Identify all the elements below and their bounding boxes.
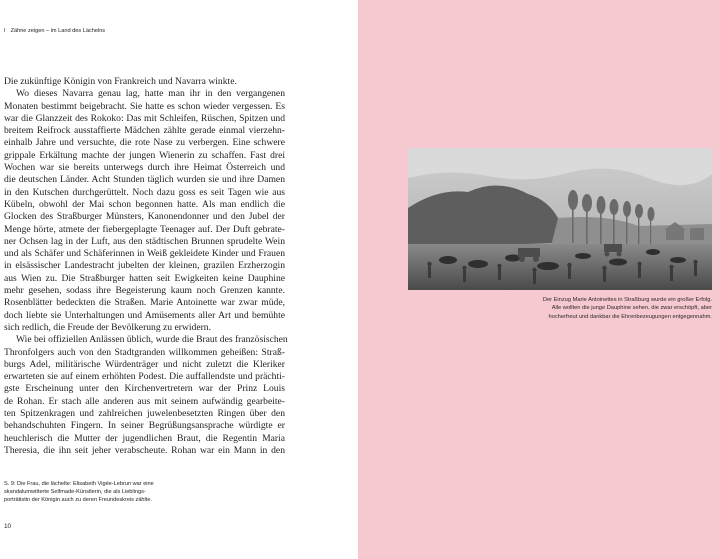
- body-line: doch liebte sie Unterhaltungen und Amüsements aller Art und bemühte: [4, 309, 285, 321]
- body-line: mehr gesehen, sodass ihre Begeisterung kaum noch Grenzen kannte.: [4, 285, 285, 297]
- body-line: ner Ochsen lag in der Luft, aus den städtischen Brunnen sprudelte Wein: [4, 235, 285, 247]
- body-line: erwarteten sie auf einem erhöhten Podest. Die auffallendste und prächti-: [4, 371, 285, 383]
- body-line: aus Wien zu. Die Straßburger hatten seit Ewigkeiten keine Dauphine: [4, 272, 285, 284]
- left-page-caption: [4, 480, 214, 505]
- body-line: war die Glanzzeit des Rokoko: Das mit Schleifen, Rüschen, Spitzen und: [4, 112, 285, 124]
- body-line: Wie bei offiziellen Anlässen üblich, wurde die Braut des französischen: [16, 334, 288, 346]
- painting-caption-line: Alle wollten die junge Dauphine sehen, die zwar erschöpft, aber: [551, 305, 712, 312]
- body-line: sich redlich, die Freude der Bevölkerung zu erwidern.: [4, 321, 211, 333]
- left-caption-line: S. 9: Die Frau, die lächelte: Elisabeth Vigée-Lebrun war eine: [4, 481, 154, 487]
- running-head: [4, 28, 105, 34]
- painting-caption: [408, 296, 712, 321]
- body-text: [4, 76, 288, 457]
- body-line: Menge hörte, atmete der fiebergeplagte Teenager auf. Der Duft gebrate-: [4, 223, 285, 235]
- body-line: in den Kutschen durchgerüttelt. Noch dazu goss es seit Tagen wie aus: [4, 186, 285, 198]
- body-line: Glocken des Straßburger Münsters, Kanonendonner und den Jubel der: [4, 211, 285, 223]
- body-line: in elsässischer Landestracht jubelten der kleinen, grazilen Erzherzogin: [4, 260, 285, 272]
- page-number: 10: [4, 523, 12, 530]
- body-line: Wo dieses Navarra genau lag, hatte man ihr in den vergangenen: [16, 88, 285, 100]
- body-line: behandschuhten Fingern. In seiner Begrüßungsansprache würdigte er: [4, 420, 285, 432]
- body-line: Kübeln, obwohl der Mai schon begonnen hatte. Als man endlich die: [4, 198, 285, 210]
- body-line: de Rohan. Er stach alle anderen aus mit seinem aufwändig gearbeite-: [4, 395, 285, 407]
- body-line: einhalb Jahre und versuchte, die rote Nase zu verbergen. Eine schwere: [4, 137, 285, 149]
- left-caption-line: porträtistin der Königin auch zu deren Freundeskreis zählte.: [4, 497, 153, 504]
- body-line: Wochen war sie bereits unterwegs durch ihre Heimat Österreich und: [4, 162, 285, 174]
- body-line: Rosenblätter bedeckten die Straßen. Marie Antoinette war zwar müde,: [4, 297, 285, 309]
- body-line: heuchlerisch die Mutter der jugendlichen Braut, die Regentin Maria: [4, 432, 285, 444]
- body-line: Theresia, die ihn seit jeher verabscheute. Rohan war ein Mann in den: [4, 444, 285, 456]
- running-head-title: Zähne zeigen – im Land des Lächelns: [10, 28, 106, 34]
- body-line: burgs Adel, militärische Würdenträger und nicht zuletzt die Kleriker: [4, 358, 285, 370]
- painting-entry-into-strasbourg: [408, 148, 712, 290]
- body-line: Thronfolgers auch von den Stadtgranden willkommen geheißen: Straß-: [4, 346, 285, 358]
- body-line: Die zukünftige Königin von Frankreich und Navarra winkte.: [4, 76, 237, 87]
- body-line: ten Spitzenkragen und zahlreichen juwelenbesetzten Ringen über den: [4, 408, 285, 420]
- painting-caption-line: hocherfreut und dankbar die Ehrenbezeugungen entgegennahm.: [548, 313, 712, 320]
- painting-caption-line: Der Einzug Marie Antoinettes in Straßburg wurde ein großer Erfolg.: [542, 297, 712, 303]
- body-line: und als Schäfer und Schäferinnen in Weiß gekleidete Kinder und Frauen: [4, 248, 285, 260]
- body-line: gste Erscheinung unter den Kirchenvertretern war der Prinz Louis: [4, 383, 285, 395]
- body-line: Monaten bestimmt beigebracht. Sie hatte es schon wieder vergessen. Es: [4, 100, 285, 112]
- body-line: grippale Erkältung machte der jungen Wienerin zu schaffen. Fast drei: [4, 149, 285, 161]
- chapter-marker: I: [4, 28, 6, 34]
- body-line: die deutschen Länder. Acht Stunden täglich wurden sie und ihre Damen: [4, 174, 285, 186]
- body-line: breitem Reifrock ausstaffierte Mädchen zählte gerade einmal vierzehn-: [4, 125, 285, 137]
- left-caption-line: skandalumwitterte Selfmade-Künstlerin, die als Lieblings-: [4, 489, 146, 496]
